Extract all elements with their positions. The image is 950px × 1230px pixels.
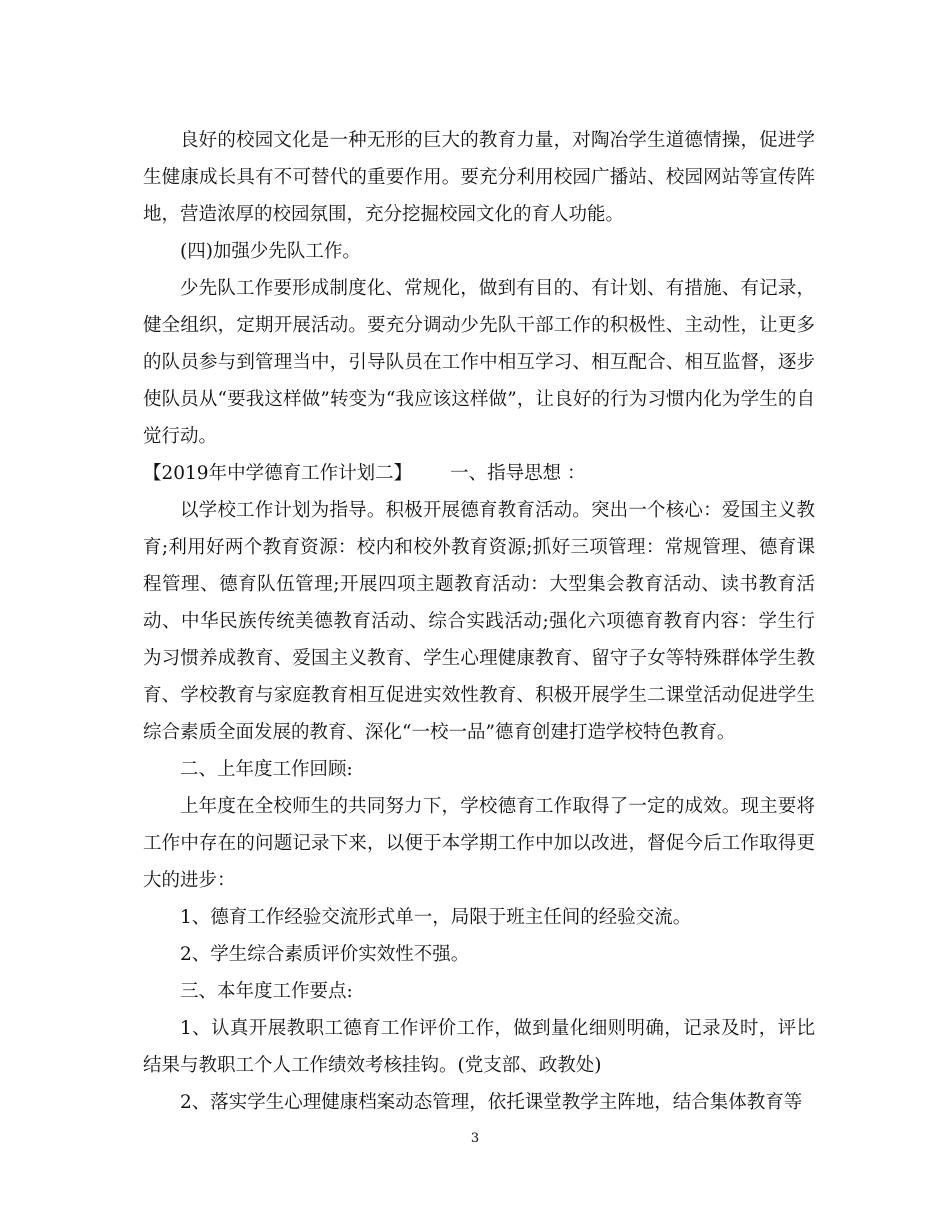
key-point-1: 1、认真开展教职工德育工作评价工作，做到量化细则明确，记录及时，评比结果与教职工个人工作绩效考核挂钩。(党支部、政教处) bbox=[143, 1018, 815, 1076]
plan-two-heading bbox=[143, 455, 815, 492]
plan-two-title: 【2019年中学德育工作计划二】 bbox=[143, 463, 413, 484]
section-heading-key-points: 三、本年度工作要点: bbox=[180, 981, 353, 1002]
paragraph-review: 上年度在全校师生的共同努力下，学校德育工作取得了一定的成效。现主要将工作中存在的问题记录下来，以便于本学期工作中加以改进，督促今后工作取得更大的进步： bbox=[143, 796, 815, 891]
review-item-1: 1、德育工作经验交流形式单一，局限于班主任间的经验交流。 bbox=[180, 907, 692, 928]
paragraph-young-pioneers: 少先队工作要形成制度化、常规化，做到有目的、有计划、有措施、有记录，健全组织，定期开展活动。要充分调动少先队干部工作的积极性、主动性，让更多的队员参与到管理当中，引导队员在工作中相互学习、相互配合、相互监督，逐步使队员从“要我这样做”转变为“我应该这样做”，让良好的行为习惯内化为学生的自觉行动。 bbox=[143, 278, 815, 447]
section-heading-review: 二、上年度工作回顾: bbox=[180, 759, 353, 780]
guiding-thought-heading: 一、指导思想 ： bbox=[450, 463, 586, 484]
paragraph-guiding-thought: 以学校工作计划为指导。积极开展德育教育活动。突出一个核心：爱国主义教育;利用好两个教育资源：校内和校外教育资源;抓好三项管理：常规管理、德育课程管理、德育队伍管理;开展四项主题教育活动：大型集会教育活动、读书教育活动、中华民族传统美德教育活动、综合实践活动;强化六项德育教育内容：学生行为习惯养成教育、爱国主义教育、学生心理健康教育、留守子女等特殊群体学生教育、学校教育与家庭教育相互促进实效性教育、积极开展学生二课堂活动促进学生综合素质全面发展的教育、深化“一校一品”德育创建打造学校特色教育。 bbox=[143, 500, 815, 743]
paragraph-campus-culture: 良好的校园文化是一种无形的巨大的教育力量，对陶冶学生道德情操，促进学生健康成长具有不可替代的重要作用。要充分利用校园广播站、校园网站等宣传阵地，营造浓厚的校园氛围，充分挖掘校园文化的育人功能。 bbox=[143, 130, 815, 225]
page-number: 3 bbox=[470, 1131, 480, 1146]
document-body bbox=[143, 122, 815, 1121]
key-point-2: 2、落实学生心理健康档案动态管理，依托课堂教学主阵地，结合集体教育等 bbox=[180, 1092, 803, 1113]
review-item-2: 2、学生综合素质评价实效性不强。 bbox=[180, 944, 470, 965]
section-heading-young-pioneers: (四)加强少先队工作。 bbox=[180, 241, 361, 262]
